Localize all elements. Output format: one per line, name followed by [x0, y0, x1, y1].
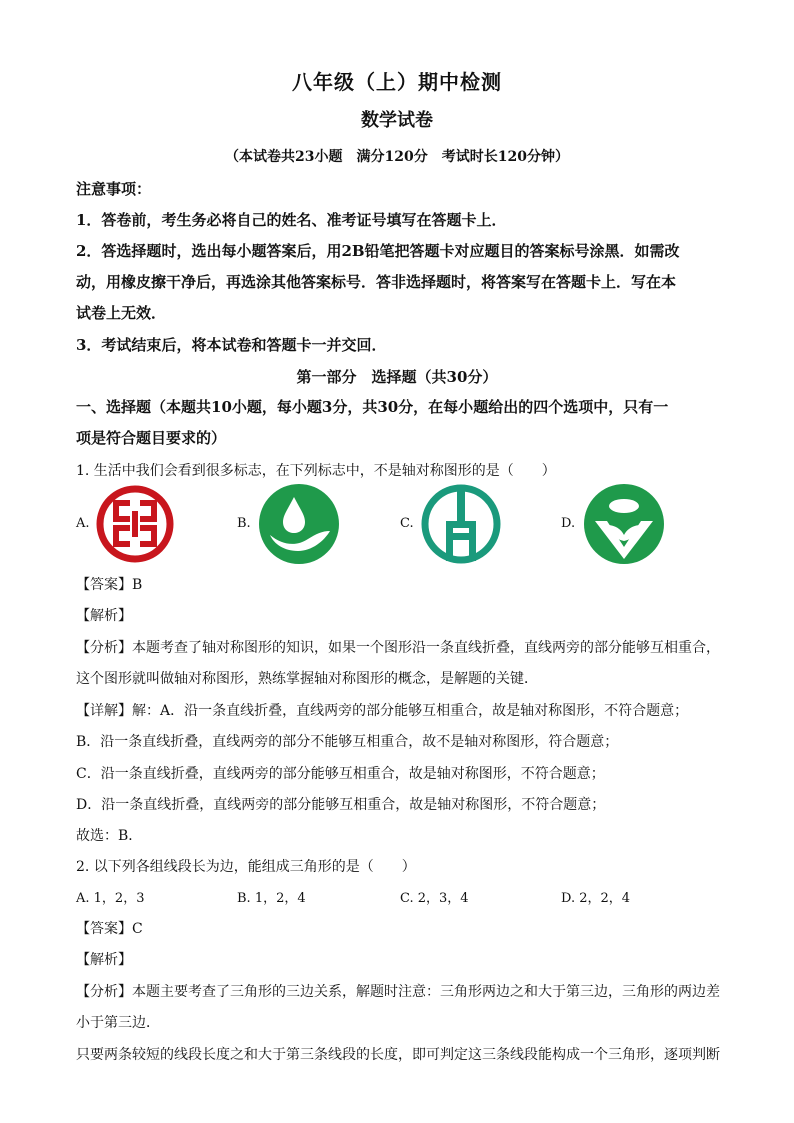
notice-item: 动，用橡皮擦干净后，再选涂其他答案标号．答非选择题时，将答案写在答题卡上．写在本 [76, 273, 677, 291]
analysis-line: 故选：B． [76, 828, 143, 844]
question-1-stem: 1. 生活中我们会看到很多标志，在下列标志中，不是轴对称图形的是（ ） [76, 463, 556, 479]
analysis-line: 【分析】本题考查了轴对称图形的知识，如果一个图形沿一条直线折叠，直线两旁的部分能够互相重合， [76, 640, 720, 656]
option-label-d: D. [561, 516, 576, 531]
analysis-line: C．沿一条直线折叠，直线两旁的部分能够互相重合，故是轴对称图形，不符合题意； [76, 766, 605, 782]
green-food-logo-icon [581, 481, 667, 567]
option-d: D. 2，2，4 [561, 891, 631, 906]
question-2-stem: 2. 以下列各组线段长为边，能组成三角形的是（ ） [76, 859, 416, 875]
analysis-line: 【分析】本题主要考查了三角形的三边关系，解题时注意：三角形两边之和大于第三边，三角形的两边差 [76, 984, 720, 1000]
question-1-answer: 【答案】B [76, 577, 143, 593]
notice-item: 1．答卷前，考生务必将自己的姓名、准考证号填写在答题卡上． [76, 211, 507, 229]
exam-meta: （本试卷共23小题 满分120分 考试时长120分钟） [225, 149, 569, 165]
option-label-c: C. [400, 516, 414, 531]
exam-title: 八年级（上）期中检测 [292, 70, 502, 94]
option-label-b: B. [237, 516, 251, 531]
section-instructions: 项是符合题目要求的） [76, 429, 227, 447]
notice-item: 2．答选择题时，选出每小题答案后，用2B铅笔把答题卡对应题目的答案标号涂黑．如需改 [76, 242, 680, 260]
part-title: 第一部分 选择题（共30分） [296, 368, 498, 386]
section-instructions: 一、选择题（本题共10小题，每小题3分，共30分，在每小题给出的四个选项中，只有一 [76, 398, 669, 416]
option-b: B. 1，2，4 [237, 891, 306, 906]
notice-item: 3．考试结束后，将本试卷和答题卡一并交回． [76, 336, 387, 354]
analysis-line: B．沿一条直线折叠，直线两旁的部分不能够互相重合，故不是轴对称图形，符合题意； [76, 734, 619, 750]
exam-subtitle: 数学试卷 [361, 110, 433, 131]
option-label-a: A. [76, 516, 90, 531]
analysis-line: 这个图形就叫做轴对称图形，熟练掌握轴对称图形的概念，是解题的关键． [76, 671, 538, 687]
analysis-line: 小于第三边． [76, 1015, 160, 1031]
notice-item: 试卷上无效． [76, 304, 167, 322]
green-drop-logo-icon [256, 481, 342, 567]
option-c: C. 2，3，4 [400, 891, 469, 906]
question-1-analysis-heading: 【解析】 [76, 608, 132, 624]
question-2-analysis-heading: 【解析】 [76, 952, 132, 968]
abc-bank-logo-icon [418, 481, 504, 567]
analysis-line: 【详解】解：A．沿一条直线折叠，直线两旁的部分能够互相重合，故是轴对称图形，不符合题意； [76, 703, 689, 719]
question-2-answer: 【答案】C [76, 921, 143, 937]
analysis-line: D．沿一条直线折叠，直线两旁的部分能够互相重合，故是轴对称图形，不符合题意； [76, 797, 606, 813]
option-a: A. 1，2，3 [76, 891, 145, 906]
icbc-logo-icon [92, 481, 178, 567]
notice-heading: 注意事项： [76, 180, 152, 198]
analysis-line: 只要两条较短的线段长度之和大于第三条线段的长度，即可判定这三条线段能构成一个三角形，逐项判断 [76, 1047, 720, 1063]
